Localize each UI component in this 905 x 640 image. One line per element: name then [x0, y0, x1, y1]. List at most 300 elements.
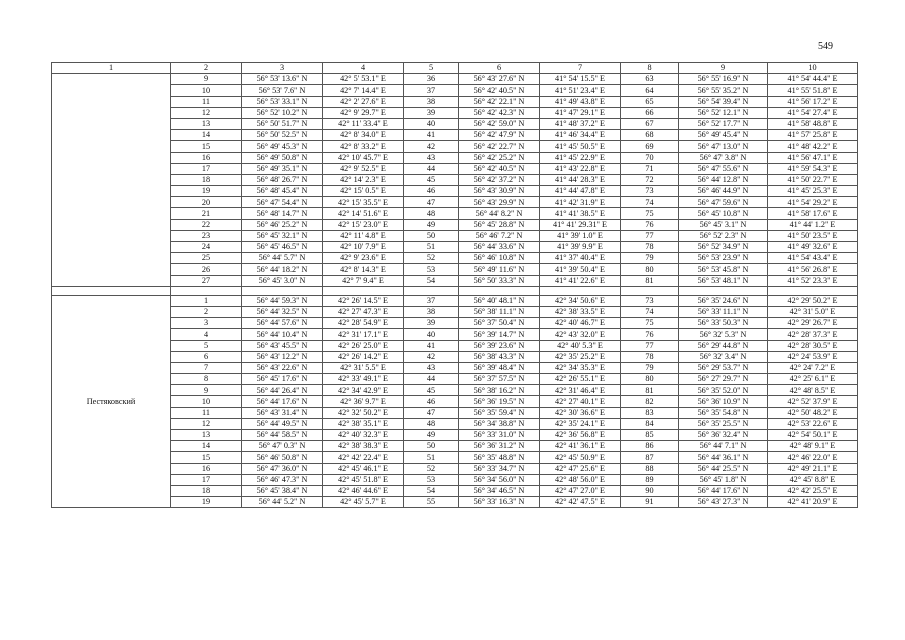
table-cell: 42° 27' 47.3" E	[323, 306, 404, 317]
table-row	[52, 208, 858, 219]
table-cell: 23	[171, 230, 242, 241]
table-cell: 40	[404, 118, 459, 129]
table-cell: 56° 42' 40.5" N	[459, 85, 540, 96]
table-cell: 47	[404, 197, 459, 208]
table-cell: 42° 7' 9.4" E	[323, 275, 404, 286]
separator-row	[52, 286, 858, 295]
header-cell: 1	[52, 63, 171, 74]
table-cell: 56° 45' 28.8" N	[459, 219, 540, 230]
table-cell: 56° 44' 57.6" N	[242, 318, 323, 329]
table-cell: 42	[404, 141, 459, 152]
table-cell: 56° 35' 48.8" N	[459, 452, 540, 463]
table-cell: 53	[404, 264, 459, 275]
table-cell: 56° 42' 22.1" N	[459, 96, 540, 107]
table-cell: 76	[621, 329, 679, 340]
separator-cell	[404, 286, 459, 295]
table-row	[52, 118, 858, 129]
table-cell: 56° 53' 7.6" N	[242, 85, 323, 96]
table-cell: 17	[171, 163, 242, 174]
table-cell: 56° 42' 40.5" N	[459, 163, 540, 174]
table-cell: 56° 46' 44.9" N	[679, 186, 768, 197]
table-cell: 56° 46' 25.2" N	[242, 219, 323, 230]
table-row	[52, 430, 858, 441]
table-body	[52, 63, 858, 508]
table-cell: 56° 44' 49.5" N	[242, 418, 323, 429]
table-cell: 11	[171, 407, 242, 418]
table-cell: 90	[621, 485, 679, 496]
table-cell: 52	[404, 463, 459, 474]
table-cell: 42° 47' 27.0" E	[540, 485, 621, 496]
table-cell: 56° 44' 26.4" N	[242, 385, 323, 396]
table-cell: 16	[171, 463, 242, 474]
table-cell: 46	[404, 396, 459, 407]
table-cell: 56° 47' 0.3" N	[242, 441, 323, 452]
table-cell: 42° 40' 32.3" E	[323, 430, 404, 441]
coordinates-table	[51, 62, 858, 508]
table-cell: 41° 49' 32.6" E	[768, 242, 858, 253]
table-cell: 41° 58' 17.6" E	[768, 208, 858, 219]
table-cell: 77	[621, 230, 679, 241]
table-cell: 42° 47' 25.6" E	[540, 463, 621, 474]
table-cell: 56° 34' 46.5" N	[459, 485, 540, 496]
table-cell: 56° 43' 12.2" N	[242, 351, 323, 362]
table-cell: 56° 43' 27.6" N	[459, 74, 540, 85]
table-row	[52, 174, 858, 185]
table-cell: 41° 54' 27.4" E	[768, 107, 858, 118]
region-cell: Пестяковский	[52, 295, 171, 508]
table-cell: 84	[621, 418, 679, 429]
table-cell: 56° 43' 22.6" N	[242, 362, 323, 373]
table-cell: 18	[171, 174, 242, 185]
table-cell: 69	[621, 141, 679, 152]
table-cell: 42° 45' 8.8" E	[768, 474, 858, 485]
table-cell: 89	[621, 474, 679, 485]
table-cell: 56° 49' 50.8" N	[242, 152, 323, 163]
table-cell: 80	[621, 264, 679, 275]
table-cell: 65	[621, 96, 679, 107]
table-cell: 42° 38' 33.5" E	[540, 306, 621, 317]
table-cell: 21	[171, 208, 242, 219]
table-cell: 42° 14' 2.3" E	[323, 174, 404, 185]
table-cell: 56° 53' 33.1" N	[242, 96, 323, 107]
table-cell: 56° 47' 54.4" N	[242, 197, 323, 208]
separator-cell	[242, 286, 323, 295]
table-cell: 56° 33' 34.7" N	[459, 463, 540, 474]
table-row	[52, 329, 858, 340]
table-cell: 56° 35' 24.6" N	[679, 295, 768, 306]
table-cell: 82	[621, 396, 679, 407]
table-cell: 42° 7' 14.4" E	[323, 85, 404, 96]
table-cell: 56° 50' 51.7" N	[242, 118, 323, 129]
table-cell: 56° 44' 58.5" N	[242, 430, 323, 441]
header-cell: 9	[679, 63, 768, 74]
table-cell: 56° 37' 57.5" N	[459, 374, 540, 385]
table-cell: 44	[404, 163, 459, 174]
table-cell: 56° 50' 33.3" N	[459, 275, 540, 286]
table-row	[52, 186, 858, 197]
table-cell: 41° 41' 29.31" E	[540, 219, 621, 230]
table-cell: 42° 31' 46.4" E	[540, 385, 621, 396]
table-cell: 4	[171, 329, 242, 340]
table-row	[52, 396, 858, 407]
table-cell: 75	[621, 318, 679, 329]
table-cell: 56° 42' 37.2" N	[459, 174, 540, 185]
table-cell: 56° 45' 46.5" N	[242, 242, 323, 253]
table-cell: 42° 29' 50.2" E	[768, 295, 858, 306]
table-cell: 6	[171, 351, 242, 362]
table-row	[52, 362, 858, 373]
table-cell: 66	[621, 107, 679, 118]
table-cell: 14	[171, 130, 242, 141]
table-cell: 18	[171, 485, 242, 496]
table-cell: 86	[621, 441, 679, 452]
table-cell: 41° 57' 25.8" E	[768, 130, 858, 141]
table-cell: 8	[171, 374, 242, 385]
table-cell: 42° 38' 35.1" E	[323, 418, 404, 429]
table-cell: 42	[404, 351, 459, 362]
table-cell: 73	[621, 186, 679, 197]
table-cell: 56° 43' 29.9" N	[459, 197, 540, 208]
separator-cell	[540, 286, 621, 295]
table-cell: 52	[404, 253, 459, 264]
table-cell: 49	[404, 219, 459, 230]
table-row	[52, 295, 858, 306]
table-row	[52, 219, 858, 230]
table-cell: 91	[621, 497, 679, 508]
separator-cell	[768, 286, 858, 295]
table-cell: 56° 47' 59.6" N	[679, 197, 768, 208]
table-cell: 42° 28' 54.9" E	[323, 318, 404, 329]
table-cell: 56° 44' 18.2" N	[242, 264, 323, 275]
table-cell: 42° 28' 30.5" E	[768, 340, 858, 351]
table-cell: 16	[171, 152, 242, 163]
table-cell: 68	[621, 130, 679, 141]
table-cell: 42° 9' 29.7" E	[323, 107, 404, 118]
table-row	[52, 318, 858, 329]
table-cell: 13	[171, 118, 242, 129]
table-cell: 56° 33' 31.0" N	[459, 430, 540, 441]
table-cell: 42° 26' 14.2" E	[323, 351, 404, 362]
table-cell: 79	[621, 253, 679, 264]
table-row	[52, 441, 858, 452]
table-cell: 56° 44' 32.5" N	[242, 306, 323, 317]
table-cell: 56° 39' 23.6" N	[459, 340, 540, 351]
table-row	[52, 74, 858, 85]
table-cell: 56° 29' 44.8" N	[679, 340, 768, 351]
table-cell: 42° 33' 49.1" E	[323, 374, 404, 385]
table-cell: 45	[404, 385, 459, 396]
table-cell: 41° 39' 9.9" E	[540, 242, 621, 253]
table-cell: 51	[404, 242, 459, 253]
table-cell: 42° 26' 14.5" E	[323, 295, 404, 306]
table-cell: 41° 54' 15.5" E	[540, 74, 621, 85]
table-cell: 56° 45' 38.4" N	[242, 485, 323, 496]
table-cell: 56° 39' 14.7" N	[459, 329, 540, 340]
table-cell: 56° 49' 45.3" N	[242, 141, 323, 152]
table-cell: 42° 26' 25.0" E	[323, 340, 404, 351]
table-cell: 85	[621, 430, 679, 441]
table-cell: 42° 10' 7.9" E	[323, 242, 404, 253]
table-cell: 56° 33' 50.3" N	[679, 318, 768, 329]
table-cell: 42° 34' 42.9" E	[323, 385, 404, 396]
table-cell: 56° 54' 39.4" N	[679, 96, 768, 107]
table-cell: 56° 43' 30.9" N	[459, 186, 540, 197]
table-cell: 56° 38' 11.1" N	[459, 306, 540, 317]
table-cell: 41° 41' 22.6" E	[540, 275, 621, 286]
table-cell: 56° 53' 13.6" N	[242, 74, 323, 85]
table-cell: 42° 11' 4.8" E	[323, 230, 404, 241]
table-cell: 56° 45' 3.0" N	[242, 275, 323, 286]
table-cell: 41° 51' 23.4" E	[540, 85, 621, 96]
table-cell: 41° 39' 1.0" E	[540, 230, 621, 241]
table-cell: 48	[404, 418, 459, 429]
table-cell: 42° 15' 0.5" E	[323, 186, 404, 197]
table-cell: 56° 44' 36.1" N	[679, 452, 768, 463]
table-cell: 56° 34' 56.0" N	[459, 474, 540, 485]
table-cell: 42° 15' 35.5" E	[323, 197, 404, 208]
table-cell: 56° 44' 5.7" N	[242, 253, 323, 264]
separator-cell	[621, 286, 679, 295]
table-row	[52, 275, 858, 286]
table-cell: 43	[404, 362, 459, 373]
table-cell: 42° 52' 37.9" E	[768, 396, 858, 407]
table-cell: 56° 34' 38.8" N	[459, 418, 540, 429]
table-cell: 56° 55' 35.2" N	[679, 85, 768, 96]
table-cell: 56° 47' 3.8" N	[679, 152, 768, 163]
table-cell: 41° 43' 22.8" E	[540, 163, 621, 174]
table-cell: 56° 36' 31.2" N	[459, 441, 540, 452]
header-cell: 7	[540, 63, 621, 74]
table-cell: 56° 44' 7.1" N	[679, 441, 768, 452]
header-cell: 3	[242, 63, 323, 74]
table-cell: 42° 36' 56.8" E	[540, 430, 621, 441]
table-cell: 42° 25' 6.1" E	[768, 374, 858, 385]
table-cell: 71	[621, 163, 679, 174]
table-cell: 42° 40' 46.7" E	[540, 318, 621, 329]
table-cell: 41° 44' 28.3" E	[540, 174, 621, 185]
table-cell: 56° 49' 45.4" N	[679, 130, 768, 141]
table-row	[52, 163, 858, 174]
table-cell: 42° 32' 50.2" E	[323, 407, 404, 418]
table-cell: 56° 42' 59.0" N	[459, 118, 540, 129]
table-cell: 80	[621, 374, 679, 385]
table-cell: 41° 55' 51.8" E	[768, 85, 858, 96]
table-cell: 41° 56' 47.1" E	[768, 152, 858, 163]
table-cell: 37	[404, 295, 459, 306]
separator-cell	[52, 286, 171, 295]
table-cell: 74	[621, 197, 679, 208]
table-cell: 56° 46' 47.3" N	[242, 474, 323, 485]
table-cell: 42° 41' 20.9" E	[768, 497, 858, 508]
table-cell: 42° 2' 27.6" E	[323, 96, 404, 107]
region-cell	[52, 74, 171, 287]
table-cell: 56° 44' 33.6" N	[459, 242, 540, 253]
table-cell: 42° 31' 5.5" E	[323, 362, 404, 373]
table-cell: 56° 42' 47.9" N	[459, 130, 540, 141]
table-cell: 42° 11' 33.4" E	[323, 118, 404, 129]
table-cell: 39	[404, 318, 459, 329]
table-cell: 63	[621, 74, 679, 85]
table-row	[52, 141, 858, 152]
table-cell: 40	[404, 329, 459, 340]
table-cell: 41° 47' 29.1" E	[540, 107, 621, 118]
table-cell: 56° 52' 34.9" N	[679, 242, 768, 253]
table-cell: 56° 42' 22.7" N	[459, 141, 540, 152]
table-cell: 56° 44' 17.6" N	[242, 396, 323, 407]
table-cell: 56° 53' 48.1" N	[679, 275, 768, 286]
table-cell: 42° 24' 53.9" E	[768, 351, 858, 362]
table-cell: 19	[171, 186, 242, 197]
separator-cell	[171, 286, 242, 295]
table-row	[52, 474, 858, 485]
table-cell: 19	[171, 497, 242, 508]
table-cell: 25	[171, 253, 242, 264]
table-cell: 42° 8' 34.0" E	[323, 130, 404, 141]
table-cell: 81	[621, 385, 679, 396]
table-cell: 44	[404, 374, 459, 385]
table-row	[52, 351, 858, 362]
table-cell: 42° 48' 56.0" E	[540, 474, 621, 485]
table-cell: 56° 49' 11.6" N	[459, 264, 540, 275]
header-cell: 10	[768, 63, 858, 74]
table-cell: 41° 59' 54.3" E	[768, 163, 858, 174]
table-cell: 56° 38' 16.2" N	[459, 385, 540, 396]
table-cell: 56° 39' 48.4" N	[459, 362, 540, 373]
table-cell: 73	[621, 295, 679, 306]
table-cell: 41° 37' 40.4" E	[540, 253, 621, 264]
table-cell: 38	[404, 306, 459, 317]
table-cell: 42° 35' 25.2" E	[540, 351, 621, 362]
table-cell: 13	[171, 430, 242, 441]
table-cell: 42° 14' 51.6" E	[323, 208, 404, 219]
table-cell: 56° 29' 53.7" N	[679, 362, 768, 373]
table-cell: 56° 35' 54.8" N	[679, 407, 768, 418]
table-cell: 56° 55' 16.9" N	[679, 74, 768, 85]
table-cell: 77	[621, 340, 679, 351]
table-cell: 54	[404, 275, 459, 286]
header-cell: 5	[404, 63, 459, 74]
table-row	[52, 385, 858, 396]
table-cell: 43	[404, 152, 459, 163]
table-cell: 56° 44' 59.3" N	[242, 295, 323, 306]
table-cell: 42° 36' 9.7" E	[323, 396, 404, 407]
table-cell: 42° 29' 26.7" E	[768, 318, 858, 329]
table-cell: 81	[621, 275, 679, 286]
table-cell: 56° 36' 19.5" N	[459, 396, 540, 407]
table-cell: 41° 45' 50.5" E	[540, 141, 621, 152]
table-cell: 54	[404, 485, 459, 496]
table-cell: 42° 34' 35.3" E	[540, 362, 621, 373]
table-cell: 56° 43' 27.3" N	[679, 497, 768, 508]
table-cell: 47	[404, 407, 459, 418]
table-cell: 56° 35' 59.4" N	[459, 407, 540, 418]
table-cell: 56° 47' 36.0" N	[242, 463, 323, 474]
table-cell: 41° 48' 42.2" E	[768, 141, 858, 152]
table-cell: 70	[621, 152, 679, 163]
table-cell: 41° 39' 50.4" E	[540, 264, 621, 275]
table-cell: 42° 42' 22.4" E	[323, 452, 404, 463]
table-row	[52, 418, 858, 429]
table-cell: 42° 43' 32.0" E	[540, 329, 621, 340]
table-cell: 41° 45' 25.3" E	[768, 186, 858, 197]
table-cell: 26	[171, 264, 242, 275]
table-cell: 24	[171, 242, 242, 253]
table-cell: 41° 45' 22.9" E	[540, 152, 621, 163]
table-cell: 42° 35' 24.1" E	[540, 418, 621, 429]
table-cell: 12	[171, 418, 242, 429]
table-cell: 42° 45' 50.9" E	[540, 452, 621, 463]
table-cell: 46	[404, 186, 459, 197]
table-cell: 55	[404, 497, 459, 508]
table-cell: 42° 41' 36.1" E	[540, 441, 621, 452]
table-cell: 42° 27' 40.1" E	[540, 396, 621, 407]
table-cell: 42° 8' 33.2" E	[323, 141, 404, 152]
table-cell: 42° 42' 47.5" E	[540, 497, 621, 508]
table-cell: 41° 56' 26.8" E	[768, 264, 858, 275]
table-row	[52, 197, 858, 208]
table-cell: 42° 34' 50.6" E	[540, 295, 621, 306]
table-cell: 17	[171, 474, 242, 485]
table-cell: 42° 9' 52.5" E	[323, 163, 404, 174]
table-cell: 56° 42' 25.2" N	[459, 152, 540, 163]
table-cell: 14	[171, 441, 242, 452]
table-cell: 41° 54' 44.4" E	[768, 74, 858, 85]
table-cell: 20	[171, 197, 242, 208]
table-row	[52, 306, 858, 317]
table-row	[52, 107, 858, 118]
table-cell: 41° 52' 23.3" E	[768, 275, 858, 286]
table-cell: 45	[404, 174, 459, 185]
table-cell: 50	[404, 441, 459, 452]
table-cell: 5	[171, 340, 242, 351]
table-cell: 56° 27' 29.7" N	[679, 374, 768, 385]
table-row	[52, 264, 858, 275]
table-cell: 15	[171, 141, 242, 152]
table-row	[52, 230, 858, 241]
table-cell: 41° 54' 29.2" E	[768, 197, 858, 208]
table-cell: 56° 46' 7.2" N	[459, 230, 540, 241]
table-cell: 56° 33' 11.1" N	[679, 306, 768, 317]
table-cell: 41° 58' 48.8" E	[768, 118, 858, 129]
table-cell: 56° 36' 32.4" N	[679, 430, 768, 441]
table-cell: 41	[404, 340, 459, 351]
table-cell: 56° 43' 31.4" N	[242, 407, 323, 418]
table-cell: 56° 44' 5.2" N	[242, 497, 323, 508]
table-cell: 42° 49' 21.1" E	[768, 463, 858, 474]
table-cell: 56° 40' 48.1" N	[459, 295, 540, 306]
table-cell: 56° 44' 10.4" N	[242, 329, 323, 340]
table-cell: 1	[171, 295, 242, 306]
header-cell: 8	[621, 63, 679, 74]
table-cell: 56° 38' 43.3" N	[459, 351, 540, 362]
header-cell: 2	[171, 63, 242, 74]
table-cell: 42° 5' 53.1" E	[323, 74, 404, 85]
table-cell: 51	[404, 452, 459, 463]
table-cell: 87	[621, 452, 679, 463]
table-cell: 67	[621, 118, 679, 129]
table-row	[52, 242, 858, 253]
table-cell: 41° 44' 1.2" E	[768, 219, 858, 230]
table-cell: 56° 45' 10.8" N	[679, 208, 768, 219]
table-row	[52, 485, 858, 496]
table-cell: 75	[621, 208, 679, 219]
table-cell: 7	[171, 362, 242, 373]
table-cell: 56° 35' 25.5" N	[679, 418, 768, 429]
table-cell: 11	[171, 96, 242, 107]
table-cell: 37	[404, 85, 459, 96]
table-cell: 56° 47' 13.0" N	[679, 141, 768, 152]
table-cell: 42° 9' 23.6" E	[323, 253, 404, 264]
